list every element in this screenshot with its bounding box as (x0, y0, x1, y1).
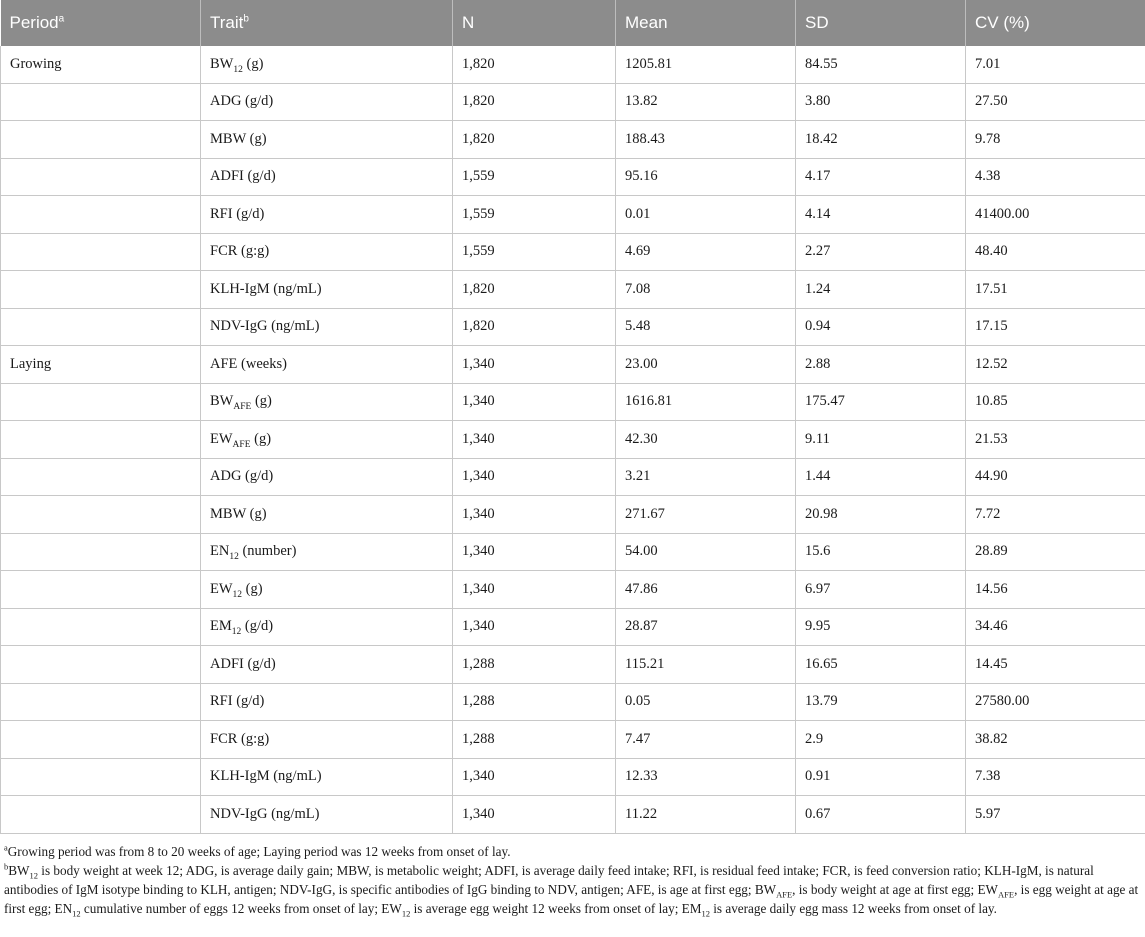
cell-n: 1,288 (453, 683, 616, 721)
cell-cv: 44.90 (966, 458, 1145, 496)
cell-period (1, 646, 201, 684)
cell-mean: 23.00 (616, 346, 796, 384)
cell-n: 1,340 (453, 458, 616, 496)
table-row (1, 646, 1145, 684)
cell-cv: 7.72 (966, 496, 1145, 534)
trait-subscript: 12 (229, 552, 239, 563)
table-row (1, 158, 1145, 196)
trait-unit: (g) (250, 430, 272, 447)
cell-trait (201, 683, 453, 721)
cell-n: 1,340 (453, 758, 616, 796)
footnote-subscript: AFE (998, 889, 1015, 900)
cell-n: 1,340 (453, 608, 616, 646)
cell-sd: 2.9 (796, 721, 966, 759)
trait-name: BW (210, 55, 234, 72)
cell-n: 1,820 (453, 83, 616, 121)
cell-period (1, 721, 201, 759)
header-period (1, 0, 201, 46)
trait-name: KLH-IgM (ng/mL) (210, 280, 322, 297)
cell-mean: 3.21 (616, 458, 796, 496)
cell-sd: 6.97 (796, 571, 966, 609)
header-mean: Mean (616, 0, 796, 46)
trait-subscript: AFE (232, 439, 251, 450)
footnote-subscript: AFE (776, 889, 793, 900)
footnote-text: is average daily egg mass 12 weeks from onset of lay. (709, 900, 997, 916)
cell-trait (201, 496, 453, 534)
table-row (1, 346, 1145, 384)
cell-n: 1,820 (453, 46, 616, 83)
cell-trait (201, 608, 453, 646)
footnote-a (4, 842, 1141, 861)
header-cv: CV (%) (966, 0, 1145, 46)
cell-period: Laying (1, 346, 201, 384)
table-row (1, 458, 1145, 496)
footnote-subscript: 12 (701, 908, 710, 919)
cell-mean: 188.43 (616, 121, 796, 159)
trait-subscript: 12 (233, 64, 243, 75)
cell-period (1, 271, 201, 309)
cell-trait (201, 308, 453, 346)
cell-mean: 42.30 (616, 421, 796, 459)
cell-mean: 13.82 (616, 83, 796, 121)
cell-cv: 7.38 (966, 758, 1145, 796)
cell-cv: 14.56 (966, 571, 1145, 609)
cell-cv: 12.52 (966, 346, 1145, 384)
trait-name: MBW (g) (210, 505, 267, 522)
trait-name: RFI (g/d) (210, 693, 265, 710)
cell-period (1, 383, 201, 421)
trait-name: NDV-IgG (ng/mL) (210, 318, 320, 335)
cell-cv: 38.82 (966, 721, 1145, 759)
footnote-subscript: 12 (72, 908, 81, 919)
cell-sd: 3.80 (796, 83, 966, 121)
cell-sd: 175.47 (796, 383, 966, 421)
table-row (1, 496, 1145, 534)
cell-n: 1,288 (453, 646, 616, 684)
header-trait-label: Trait (210, 13, 244, 32)
table-row (1, 571, 1145, 609)
cell-trait (201, 458, 453, 496)
cell-period (1, 533, 201, 571)
cell-cv: 21.53 (966, 421, 1145, 459)
cell-n: 1,288 (453, 721, 616, 759)
cell-n: 1,340 (453, 496, 616, 534)
cell-cv: 9.78 (966, 121, 1145, 159)
trait-name: ADFI (g/d) (210, 168, 276, 185)
header-row (1, 0, 1145, 46)
cell-n: 1,340 (453, 571, 616, 609)
cell-sd: 18.42 (796, 121, 966, 159)
cell-sd: 0.67 (796, 796, 966, 834)
table-row (1, 421, 1145, 459)
cell-n: 1,820 (453, 271, 616, 309)
table-row (1, 83, 1145, 121)
cell-trait (201, 196, 453, 234)
table-row (1, 196, 1145, 234)
cell-sd: 1.44 (796, 458, 966, 496)
cell-sd: 9.95 (796, 608, 966, 646)
cell-sd: 20.98 (796, 496, 966, 534)
table-row (1, 758, 1145, 796)
table-header (1, 0, 1145, 46)
footnote-text: cumulative number of eggs 12 weeks from onset of lay; EW (80, 900, 402, 916)
cell-trait (201, 533, 453, 571)
footnote-text: , is egg weight at age at first egg; EN (4, 881, 1139, 916)
table-row (1, 46, 1145, 83)
cell-mean: 115.21 (616, 646, 796, 684)
cell-n: 1,820 (453, 308, 616, 346)
cell-sd: 2.88 (796, 346, 966, 384)
trait-name: EW (210, 430, 233, 447)
trait-subscript: 12 (231, 627, 242, 638)
cell-cv: 34.46 (966, 608, 1145, 646)
cell-period (1, 83, 201, 121)
cell-trait (201, 721, 453, 759)
cell-sd: 13.79 (796, 683, 966, 721)
trait-name: BW (210, 393, 234, 410)
trait-name: FCR (g:g) (210, 243, 270, 260)
cell-sd: 4.17 (796, 158, 966, 196)
trait-name: ADG (g/d) (210, 93, 274, 110)
footnote-a-mark: a (4, 842, 8, 853)
cell-cv: 27.50 (966, 83, 1145, 121)
cell-trait (201, 421, 453, 459)
table-row (1, 533, 1145, 571)
footnote-subscript: 12 (29, 870, 38, 881)
footnote-text: , is body weight at age at first egg; EW (792, 881, 998, 897)
cell-mean: 47.86 (616, 571, 796, 609)
cell-sd: 9.11 (796, 421, 966, 459)
cell-sd: 0.94 (796, 308, 966, 346)
cell-cv: 5.97 (966, 796, 1145, 834)
cell-n: 1,340 (453, 796, 616, 834)
cell-mean: 1205.81 (616, 46, 796, 83)
trait-name: MBW (g) (210, 130, 267, 147)
cell-period (1, 196, 201, 234)
footnote-subscript: 12 (401, 908, 411, 919)
cell-mean: 0.05 (616, 683, 796, 721)
table-row (1, 271, 1145, 309)
table-row (1, 121, 1145, 159)
cell-trait (201, 271, 453, 309)
cell-cv: 17.51 (966, 271, 1145, 309)
cell-period (1, 496, 201, 534)
header-n: N (453, 0, 616, 46)
cell-n: 1,340 (453, 421, 616, 459)
cell-sd: 84.55 (796, 46, 966, 83)
cell-mean: 54.00 (616, 533, 796, 571)
cell-period (1, 421, 201, 459)
cell-period (1, 233, 201, 271)
trait-name: NDV-IgG (ng/mL) (210, 805, 320, 822)
trait-name: AFE (weeks) (210, 355, 287, 372)
footnote-text: is body weight at week 12; ADG, is average daily gain; MBW, is metabolic weight; ADFI, is average daily feed intake; RFI, is residual feed intake; FCR, is feed conversion ratio; KLH-IgM, is natural antibodies of IgM isotype binding to KLH, antigen; NDV-IgG, is specific antibodies of IgG binding to NDV, antigen; AFE, is age at first egg; BW (4, 862, 1094, 897)
cell-cv: 4.38 (966, 158, 1145, 196)
trait-name: EN (210, 543, 230, 560)
cell-trait (201, 346, 453, 384)
trait-name: ADFI (g/d) (210, 655, 276, 672)
cell-trait (201, 758, 453, 796)
cell-trait (201, 571, 453, 609)
cell-cv: 27580.00 (966, 683, 1145, 721)
cell-period (1, 158, 201, 196)
cell-mean: 5.48 (616, 308, 796, 346)
cell-sd: 1.24 (796, 271, 966, 309)
table-row (1, 233, 1145, 271)
cell-mean: 271.67 (616, 496, 796, 534)
cell-trait (201, 383, 453, 421)
cell-mean: 7.47 (616, 721, 796, 759)
cell-cv: 28.89 (966, 533, 1145, 571)
footnote-text: BW (8, 862, 30, 878)
cell-sd: 4.14 (796, 196, 966, 234)
trait-name: EW (210, 580, 233, 597)
cell-n: 1,340 (453, 383, 616, 421)
cell-n: 1,559 (453, 233, 616, 271)
trait-unit: (g) (242, 580, 263, 597)
cell-sd: 16.65 (796, 646, 966, 684)
cell-period (1, 758, 201, 796)
cell-mean: 7.08 (616, 271, 796, 309)
cell-trait (201, 233, 453, 271)
trait-name: ADG (g/d) (210, 468, 274, 485)
table-body (1, 46, 1145, 833)
cell-sd: 15.6 (796, 533, 966, 571)
trait-unit: (g/d) (241, 618, 274, 635)
trait-name: EM (210, 618, 232, 635)
cell-cv: 48.40 (966, 233, 1145, 271)
footnote-a-text: Growing period was from 8 to 20 weeks of age; Laying period was 12 weeks from onset of lay. (7, 843, 511, 859)
cell-trait (201, 158, 453, 196)
table-row (1, 796, 1145, 834)
cell-n: 1,340 (453, 533, 616, 571)
cell-cv: 17.15 (966, 308, 1145, 346)
cell-period (1, 308, 201, 346)
cell-mean: 0.01 (616, 196, 796, 234)
trait-subscript: 12 (232, 589, 243, 600)
footnote-b-mark: b (4, 861, 9, 872)
cell-period (1, 571, 201, 609)
cell-n: 1,340 (453, 346, 616, 384)
trait-unit: (number) (238, 543, 297, 560)
trait-unit: (g) (251, 393, 272, 410)
cell-mean: 28.87 (616, 608, 796, 646)
cell-mean: 11.22 (616, 796, 796, 834)
trait-name: KLH-IgM (ng/mL) (210, 768, 322, 785)
cell-trait (201, 121, 453, 159)
footnote-b (4, 861, 1141, 918)
header-sd: SD (796, 0, 966, 46)
trait-subscript: AFE (233, 402, 252, 413)
footnote-mark-a: a (58, 13, 65, 25)
table-row (1, 683, 1145, 721)
cell-sd: 2.27 (796, 233, 966, 271)
cell-sd: 0.91 (796, 758, 966, 796)
cell-mean: 4.69 (616, 233, 796, 271)
cell-period: Growing (1, 46, 201, 83)
footnotes (0, 834, 1145, 918)
table-row (1, 383, 1145, 421)
trait-unit: (g) (242, 55, 264, 72)
cell-mean: 1616.81 (616, 383, 796, 421)
cell-cv: 14.45 (966, 646, 1145, 684)
cell-n: 1,559 (453, 158, 616, 196)
cell-n: 1,559 (453, 196, 616, 234)
cell-trait (201, 646, 453, 684)
cell-trait (201, 796, 453, 834)
trait-name: FCR (g:g) (210, 730, 270, 747)
cell-cv: 10.85 (966, 383, 1145, 421)
cell-period (1, 796, 201, 834)
cell-mean: 95.16 (616, 158, 796, 196)
header-period-label: Period (9, 13, 59, 32)
cell-trait (201, 83, 453, 121)
table-row (1, 721, 1145, 759)
cell-trait (201, 46, 453, 83)
cell-period (1, 608, 201, 646)
table-row (1, 608, 1145, 646)
header-trait (201, 0, 453, 46)
cell-period (1, 458, 201, 496)
cell-period (1, 121, 201, 159)
footnote-text: is average egg weight 12 weeks from onset of lay; EM (410, 900, 702, 916)
cell-mean: 12.33 (616, 758, 796, 796)
footnote-mark-b: b (243, 13, 249, 25)
trait-name: RFI (g/d) (210, 205, 265, 222)
cell-n: 1,820 (453, 121, 616, 159)
cell-cv: 7.01 (966, 46, 1145, 83)
cell-cv: 41400.00 (966, 196, 1145, 234)
table-row (1, 308, 1145, 346)
cell-period (1, 683, 201, 721)
